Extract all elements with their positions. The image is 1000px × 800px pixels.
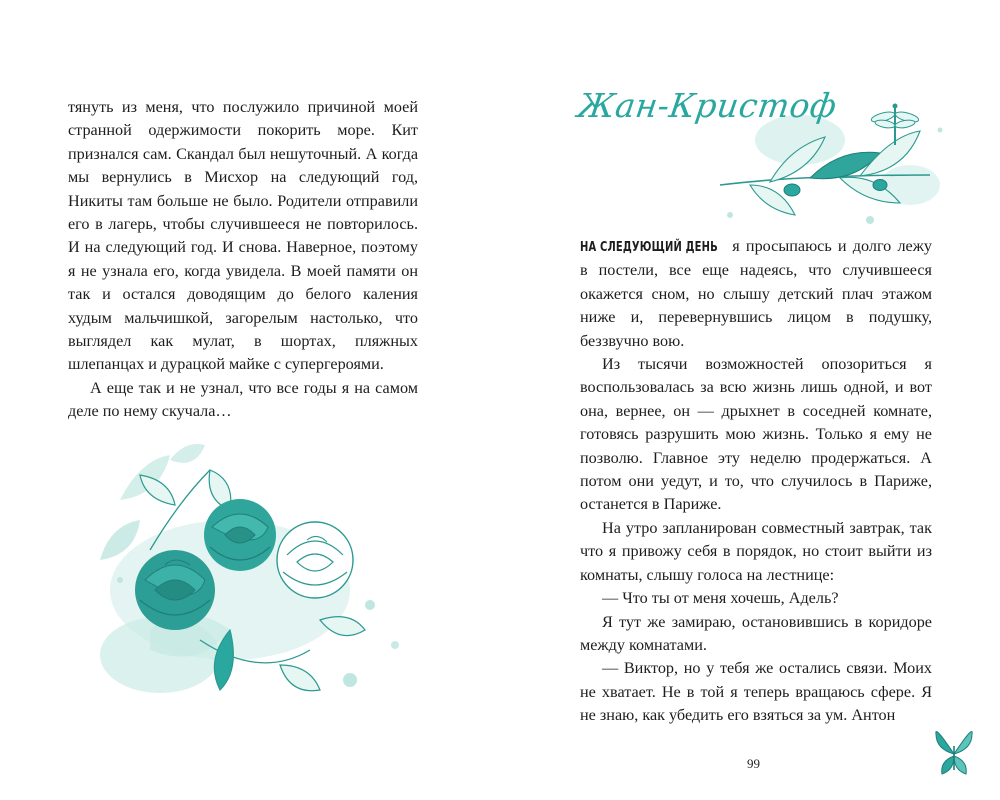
paragraph: — Виктор, но у тебя же остались связи. Моих не хватает. Не в той я теперь вращаюсь сфере. Я не знаю, как убедить его взяться за ум. Антон (580, 659, 932, 725)
paragraph: тянуть из меня, что послужило причиной моей странной одержимости покорить море. Кит признался сам. Скандал был нешуточный. А когда мы вернулись в Мисхор на следующий год, Никиты там больше не было. Родители отправили его в лагерь, чтобы случившееся не повторилось. И на следующий год. И снова. Наверное, поэтому я не узнала его, когда увидела. В моей памяти он так и остался доводящим до белого каления худым мальчишкой, загорелым настолько, что выглядел как мулат, в шортах, пляжных шлепанцах и дурацкой майке с супергероями. (68, 98, 418, 374)
lead-in: НА СЛЕДУЮЩИЙ ДЕНЬ (580, 239, 718, 255)
roses-illustration (80, 440, 420, 710)
right-page (500, 0, 1000, 800)
paragraph: НА СЛЕДУЮЩИЙ ДЕНЬ я просыпаюсь и долго лежу в постели, все еще надеясь, что случившееся окажется сном, но слышу детский плач этажом ниже и, перевернувшись лицом в подушку, беззвучно вою. (580, 237, 932, 350)
paragraph: — Что ты от меня хочешь, Адель? (602, 589, 839, 608)
chapter-heading: Жан-Кристоф (575, 86, 840, 125)
right-page-text (580, 235, 932, 728)
butterfly-icon (932, 728, 976, 778)
paragraph: Из тысячи возможностей опозориться я воспользовалась за всю жизнь лишь одной, и вот она, вернее, он — дрыхнет в соседней комнате, готовясь разрушить мою жизнь. Только я ему не позволю. Главное эту неделю продержаться. А потом они уедут, и то, что случилось в Париже, останется в Париже. (580, 355, 932, 514)
paragraph: А еще так и не узнал, что все годы я на самом деле по нему скучала… (68, 378, 418, 421)
paragraph: На утро запланирован совместный завтрак, так что я привожу себя в порядок, но стоит выйти из комнаты, слышу голоса на лестнице: (580, 518, 932, 584)
paragraph: Я тут же замираю, остановившись в коридоре между комнатами. (580, 612, 932, 654)
left-page-text (68, 96, 418, 424)
page-number: 99 (747, 756, 760, 771)
